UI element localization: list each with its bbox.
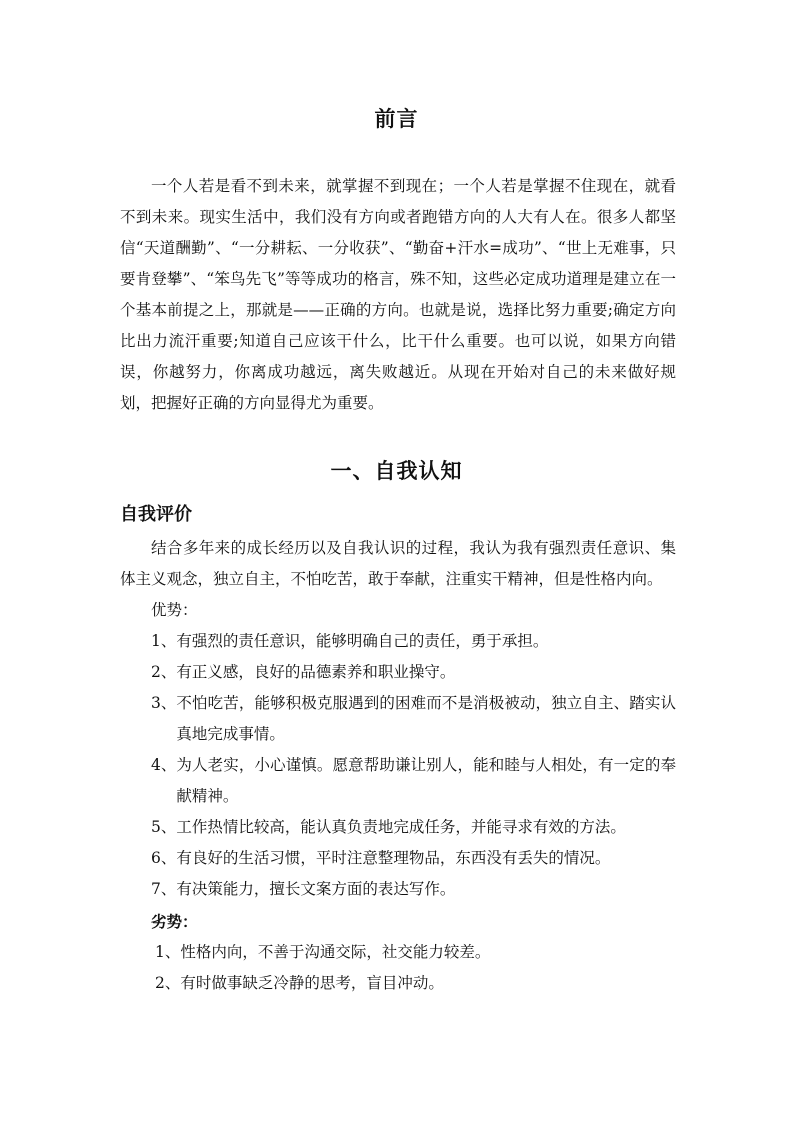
list-item [151,843,676,874]
list-item-text: 不怕吃苦，能够积极克服遇到的困难而不是消极被动，独立自主、踏实认真地完成事情。 [176,694,676,743]
strengths-list [151,626,676,905]
foreword-paragraph: 一个人若是看不到未来，就掌握不到现在；一个人若是掌握不住现在，就看不到未来。现实生活中，我们没有方向或者跑错方向的人大有人在。很多人都坚信“天道酬勤”、“一分耕耘、一分收获”、“勤奋+汗水=成功”、“世上无难事，只要肯登攀”、“笨鸟先飞”等等成功的格言，殊不知，这些必定成功道理是建立在一个基本前提之上，那就是——正确的方向。也就是说，选择比努力重要;确定方向比出力流汗重要;知道自己应该干什么，比干什么重要。也可以说，如果方向错误，你越努力，你离成功越远，离失败越近。从现在开始对自己的未来做好规划，把握好正确的方向显得尤为重要。 [120,177,676,412]
list-item-number: 1、 [155,943,181,961]
foreword-title: 前言 [374,106,419,131]
subsection-heading: 自我评价 [120,504,192,525]
strengths-label: 优势： [151,601,198,619]
list-item-text: 有良好的生活习惯，平时注意整理物品，东西没有丢失的情况。 [176,849,611,867]
list-item-text: 有时做事缺乏冷静的思考，盲目冲动。 [180,974,444,992]
list-item [155,968,680,999]
list-item-number: 3、 [151,694,177,712]
list-item [151,688,676,750]
list-item [151,812,676,843]
list-item-text: 性格内向，不善于沟通交际，社交能力较差。 [180,943,491,961]
self-evaluation-paragraph: 结合多年来的成长经历以及自我认识的过程，我认为我有强烈责任意识、集体主义观念，独立自主，不怕吃苦，敢于奉献，注重实干精神，但是性格内向。 [120,539,676,588]
list-item [151,874,676,905]
weaknesses-list [155,937,680,999]
list-item-number: 1、 [151,632,177,650]
list-item [155,937,680,968]
list-item [151,657,676,688]
list-item-number: 5、 [151,818,177,836]
list-item-text: 为人老实，小心谨慎。愿意帮助谦让别人，能和睦与人相处，有一定的奉献精神。 [176,756,676,805]
list-item-text: 有强烈的责任意识，能够明确自己的责任，勇于承担。 [176,632,549,650]
weaknesses-label: 劣势： [151,912,198,931]
list-item-number: 4、 [151,756,177,774]
list-item-number: 6、 [151,849,177,867]
list-item [151,750,676,812]
list-item [151,626,676,657]
list-item-text: 有决策能力，擅长文案方面的表达写作。 [176,880,456,898]
section-heading: 一、自我认知 [330,458,463,483]
list-item-number: 2、 [151,663,177,681]
list-item-text: 有正义感，良好的品德素养和职业操守。 [176,663,456,681]
list-item-number: 7、 [151,880,177,898]
list-item-text: 工作热情比较高，能认真负责地完成任务，并能寻求有效的方法。 [176,818,626,836]
list-item-number: 2、 [155,974,181,992]
